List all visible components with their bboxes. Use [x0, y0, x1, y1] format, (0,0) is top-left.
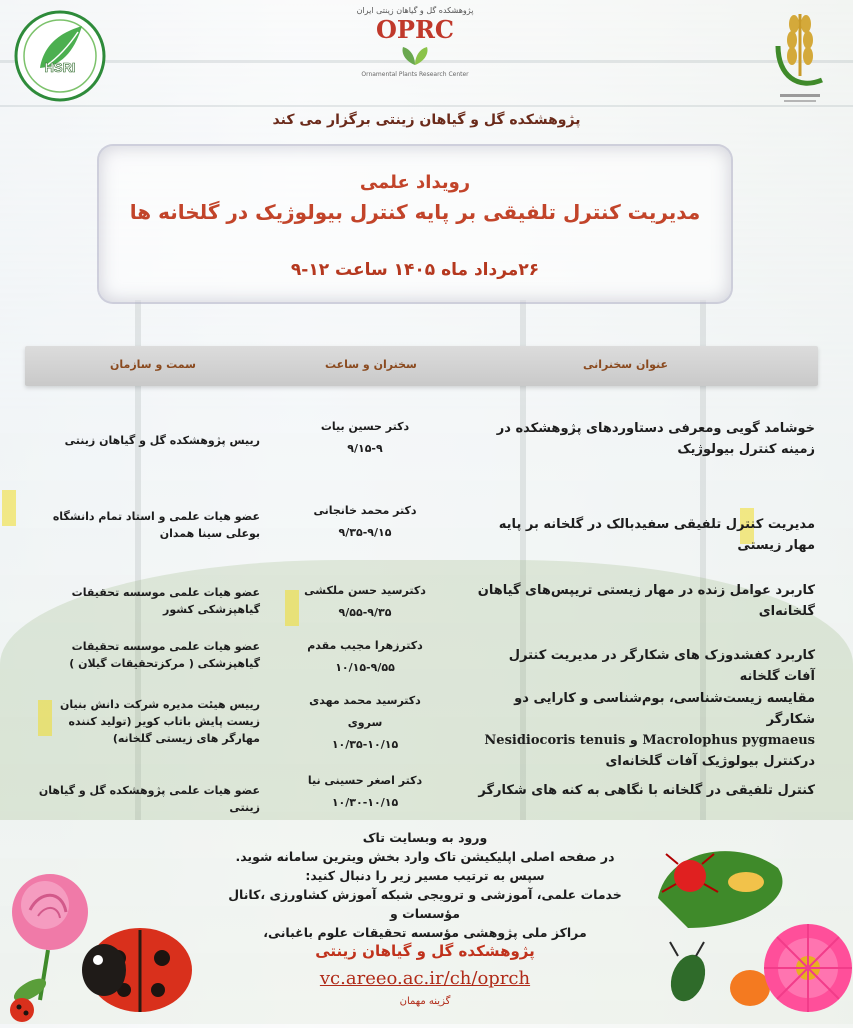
speaker-cell — [290, 690, 440, 756]
talk-title: کنترل تلفیقی در گلخانه با نگاهی به کنه های شکارگر — [478, 783, 815, 798]
instr-line3: سپس به ترتیب مسیر زیر را دنبال کنید: — [305, 868, 545, 883]
oprc-subtitle: Ornamental Plants Research Center — [361, 71, 469, 78]
decoration-left — [0, 850, 200, 1024]
hsri-logo — [10, 8, 110, 104]
instr-line1: ورود به وبسایت تاک — [362, 830, 488, 845]
channel-name: پژوهشکده گل و گیاهان زینتی — [315, 942, 535, 960]
oprc-acronym: OPRC — [376, 15, 454, 44]
decoration-right — [648, 838, 853, 1024]
speaker-cell — [290, 635, 440, 679]
event-kicker: رویداد علمی — [359, 172, 471, 193]
ministry-emblem — [768, 6, 832, 106]
speaker-name: دکترسید محمد مهدی سروی — [309, 694, 421, 729]
talk-title — [475, 688, 815, 772]
schedule-table-header — [25, 346, 818, 386]
speaker-name: دکتر اصغر حسینی نیا — [307, 774, 423, 787]
oprc-leaf-icon — [395, 45, 435, 67]
talk-title-line2 — [475, 730, 815, 751]
speaker-org: عضو هیات علمی پژوهشکده گل و گیاهان زینتی — [38, 784, 260, 814]
speaker-name: دکتر محمد خانجانی — [313, 504, 417, 517]
speaker-time: ۹/۱۵-۹ — [347, 442, 383, 455]
hsri-logo-icon — [10, 8, 110, 104]
speaker-name: دکترزهرا مجیب مقدم — [307, 639, 423, 652]
guest-option: گزینه مهمان — [399, 996, 451, 1007]
header-title: عنوان سخنرانی — [583, 358, 668, 371]
speaker-org: عضو هیات علمی موسسه تحقیقات گیاهپزشکی ( مرکزتحقیقات گیلان ) — [69, 640, 260, 670]
channel-url-link[interactable]: vc.areeo.ac.ir/ch/oprch — [319, 968, 531, 989]
species-name: Macrolophus pygmaeus — [642, 733, 815, 748]
oprc-top-text: پژوهشکده گل و گیاهان زینتی ایران — [356, 6, 474, 15]
speaker-time: ۱۰/۳۵-۱۰/۱۵ — [331, 738, 399, 751]
speaker-org: عضو هیات علمی و استاد تمام دانشگاه بوعلی سینا همدان — [52, 510, 260, 540]
header-org: سمت و سازمان — [110, 358, 196, 371]
instr-line4: خدمات علمی، آموزشی و ترویجی شبکه آموزش کشاورزی ،کانال مؤسسات و — [228, 887, 622, 921]
talk-title: کاربرد کفشدوزک های شکارگر در مدیریت کنترل آفات گلخانه — [508, 648, 815, 684]
speaker-name: دکتر حسین بیات — [320, 420, 410, 433]
speaker-org: عضو هیات علمی موسسه تحقیقات گیاهپزشکی کشور — [71, 586, 260, 616]
speaker-time: ۱۰/۳۰-۱۰/۱۵ — [331, 796, 399, 809]
event-banner — [99, 146, 731, 302]
species-name: Nesidiocoris tenuis — [484, 733, 626, 748]
instr-line5: مراکز ملی پژوهشی مؤسسه تحقیقات علوم باغبانی، — [263, 925, 587, 940]
hsri-logo-text: HSRI — [44, 60, 76, 75]
talk-title: خوشامد گویی ومعرفی دستاوردهای پژوهشکده در زمینه کنترل بیولوژیک — [496, 421, 815, 457]
speaker-org: رییس هیئت مدیره شرکت دانش بنیان زیست پایش باتاب کویر (تولید کننده مهارگر های زیستی گلخانه) — [60, 698, 260, 745]
speaker-cell — [290, 500, 440, 544]
talk-title-line3: درکنترل بیولوژیک آفات گلخانه‌ای — [605, 754, 815, 769]
wheat-emblem-icon — [768, 6, 832, 106]
speaker-time: ۹/۳۵-۹/۱۵ — [338, 526, 392, 539]
conjunction: و — [629, 733, 638, 748]
speaker-cell — [290, 770, 440, 814]
speaker-cell — [290, 580, 440, 624]
speaker-org: رییس پژوهشکده گل و گیاهان زینتی — [64, 434, 260, 447]
oprc-logo — [345, 6, 485, 96]
rose-icon — [10, 874, 88, 1006]
predatory-mite-icon — [658, 851, 782, 928]
gerbera-flower-icon — [764, 924, 852, 1012]
speaker-time: ۱۰/۱۵-۹/۵۵ — [335, 661, 395, 674]
event-title: مدیریت کنترل تلفیقی بر پایه کنترل بیولوژیک در گلخانه ها — [129, 200, 701, 224]
access-instructions — [210, 828, 640, 942]
talk-title-line1: مقایسه زیست‌شناسی، بوم‌شناسی و کارایی دو شکارگر — [514, 691, 815, 727]
talk-title: کاربرد عوامل زنده در مهار زیستی تریپس‌های گیاهان گلخانه‌ای — [477, 583, 815, 619]
speaker-cell — [290, 416, 440, 460]
event-date: ۲۶مرداد ماه ۱۴۰۵ ساعت ۱۲-۹ — [290, 260, 540, 280]
talk-title: مدیریت کنترل تلفیقی سفیدبالک در گلخانه بر پایه مهار زیستی — [498, 517, 815, 553]
presenter-line: پژوهشکده گل و گیاهان زینتی برگزار می کند — [272, 112, 581, 128]
instr-line2: در صفحه اصلی اپلیکیشن تاک وارد بخش ویترین سامانه شوید. — [235, 849, 615, 864]
speaker-time: ۹/۵۵-۹/۳۵ — [338, 606, 392, 619]
beetle-icon — [665, 942, 770, 1006]
speaker-name: دکترسید حسن ملکشی — [304, 584, 426, 597]
header-speaker: سخنران و ساعت — [325, 358, 417, 371]
